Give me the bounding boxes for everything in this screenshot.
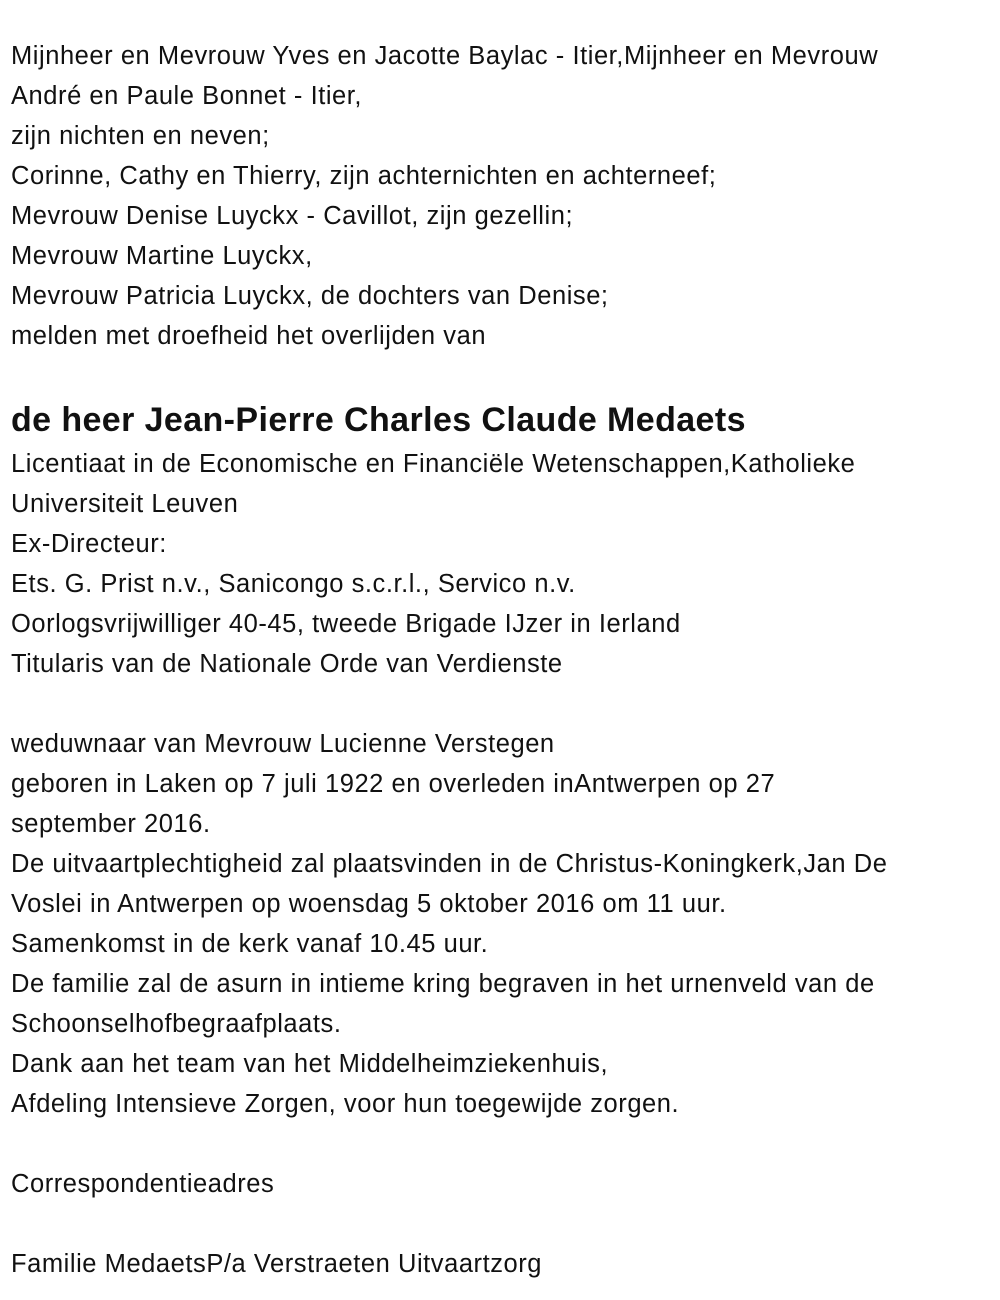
detail-line: De familie zal de asurn in intieme kring begraven in het urnenveld van de [11, 970, 875, 998]
detail-line: weduwnaar van Mevrouw Lucienne Verstegen [11, 730, 555, 758]
title-line: Universiteit Leuven [11, 490, 239, 518]
correspondence-label: Correspondentieadres [11, 1170, 275, 1198]
deceased-name-heading: de heer Jean-Pierre Charles Claude Medaets [11, 401, 746, 439]
spacer [11, 356, 1000, 396]
spacer [11, 684, 1000, 724]
correspondence-address: Familie MedaetsP/a Verstraeten Uitvaartzorg [11, 1250, 543, 1278]
title-line: Ex-Directeur: [11, 530, 167, 558]
detail-line: Afdeling Intensieve Zorgen, voor hun toegewijde zorgen. [11, 1090, 680, 1118]
intro-line: Mevrouw Martine Luyckx, [11, 242, 313, 270]
detail-line: Voslei in Antwerpen op woensdag 5 oktober 2016 om 11 uur. [11, 890, 727, 918]
spacer [11, 1124, 1000, 1164]
intro-line: André en Paule Bonnet - Itier, [11, 82, 363, 110]
details-section [11, 724, 1000, 1124]
intro-line: Mevrouw Denise Luyckx - Cavillot, zijn gezellin; [11, 202, 574, 230]
obituary-document [11, 36, 1000, 1284]
titles-section [11, 444, 1000, 684]
detail-line: Samenkomst in de kerk vanaf 10.45 uur. [11, 930, 489, 958]
title-line: Oorlogsvrijwilliger 40-45, tweede Brigade IJzer in Ierland [11, 610, 681, 638]
title-line: Ets. G. Prist n.v., Sanicongo s.c.r.l., Servico n.v. [11, 570, 576, 598]
intro-line: zijn nichten en neven; [11, 122, 270, 150]
detail-line: geboren in Laken op 7 juli 1922 en overleden inAntwerpen op 27 [11, 770, 776, 798]
detail-line: De uitvaartplechtigheid zal plaatsvinden in de Christus-Koningkerk,Jan De [11, 850, 888, 878]
title-line: Titularis van de Nationale Orde van Verdienste [11, 650, 563, 678]
intro-line: melden met droefheid het overlijden van [11, 322, 487, 350]
detail-line: september 2016. [11, 810, 211, 838]
intro-line: Mevrouw Patricia Luyckx, de dochters van Denise; [11, 282, 609, 310]
detail-line: Dank aan het team van het Middelheimziekenhuis, [11, 1050, 609, 1078]
title-line: Licentiaat in de Economische en Financiële Wetenschappen,Katholieke [11, 450, 856, 478]
detail-line: Schoonselhofbegraafplaats. [11, 1010, 342, 1038]
intro-line: Mijnheer en Mevrouw Yves en Jacotte Baylac - Itier,Mijnheer en Mevrouw [11, 42, 879, 70]
intro-section [11, 36, 1000, 356]
intro-line: Corinne, Cathy en Thierry, zijn achternichten en achterneef; [11, 162, 717, 190]
spacer [11, 1204, 1000, 1244]
